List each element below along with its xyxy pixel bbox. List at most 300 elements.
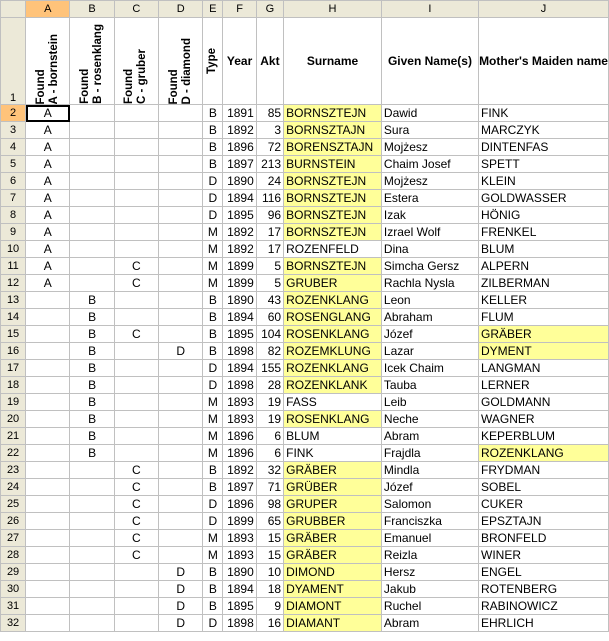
cell-found-b[interactable]: B: [70, 445, 114, 462]
cell-surname[interactable]: BURNSTEIN: [284, 156, 382, 173]
cell-header-mothers-maiden-name[interactable]: Mother's Maiden name: [479, 18, 609, 105]
cell-year[interactable]: 1897: [223, 479, 256, 496]
cell-akt[interactable]: 5: [256, 258, 283, 275]
cell-found-c[interactable]: [114, 122, 158, 139]
cell-type[interactable]: B: [203, 309, 223, 326]
cell-given-names[interactable]: Leib: [381, 394, 478, 411]
cell-found-d[interactable]: [159, 241, 203, 258]
cell-year[interactable]: 1895: [223, 598, 256, 615]
cell-year[interactable]: 1892: [223, 224, 256, 241]
cell-type[interactable]: B: [203, 462, 223, 479]
cell-year[interactable]: 1893: [223, 547, 256, 564]
cell-surname[interactable]: ROZENKLANG: [284, 360, 382, 377]
cell-type[interactable]: D: [203, 377, 223, 394]
cell-surname[interactable]: DIAMONT: [284, 598, 382, 615]
cell-found-a[interactable]: [26, 445, 70, 462]
cell-given-names[interactable]: Jakub: [381, 581, 478, 598]
cell-type[interactable]: D: [203, 173, 223, 190]
cell-type[interactable]: M: [203, 224, 223, 241]
cell-found-d[interactable]: [159, 326, 203, 343]
cell-found-a[interactable]: [26, 547, 70, 564]
cell-found-a[interactable]: A: [26, 258, 70, 275]
cell-mothers-maiden-name[interactable]: FRYDMAN: [479, 462, 609, 479]
cell-mothers-maiden-name[interactable]: LERNER: [479, 377, 609, 394]
cell-given-names[interactable]: Leon: [381, 292, 478, 309]
cell-akt[interactable]: 17: [256, 224, 283, 241]
cell-surname[interactable]: BLUM: [284, 428, 382, 445]
cell-found-a[interactable]: A: [26, 207, 70, 224]
cell-found-c[interactable]: [114, 564, 158, 581]
cell-found-c[interactable]: [114, 581, 158, 598]
cell-mothers-maiden-name[interactable]: GOLDMANN: [479, 394, 609, 411]
cell-found-a[interactable]: [26, 360, 70, 377]
cell-given-names[interactable]: Izak: [381, 207, 478, 224]
cell-type[interactable]: D: [203, 513, 223, 530]
cell-found-b[interactable]: [70, 598, 114, 615]
cell-found-d[interactable]: D: [159, 581, 203, 598]
row-header[interactable]: 13: [1, 292, 26, 309]
cell-mothers-maiden-name[interactable]: SPETT: [479, 156, 609, 173]
cell-year[interactable]: 1892: [223, 122, 256, 139]
cell-type[interactable]: B: [203, 292, 223, 309]
cell-given-names[interactable]: Lazar: [381, 343, 478, 360]
cell-found-d[interactable]: D: [159, 343, 203, 360]
cell-given-names[interactable]: Abram: [381, 615, 478, 632]
cell-type[interactable]: B: [203, 479, 223, 496]
cell-year[interactable]: 1893: [223, 411, 256, 428]
cell-given-names[interactable]: Ruchel: [381, 598, 478, 615]
cell-mothers-maiden-name[interactable]: FRENKEL: [479, 224, 609, 241]
cell-year[interactable]: 1894: [223, 309, 256, 326]
column-header-h[interactable]: H: [284, 1, 382, 18]
row-header[interactable]: 6: [1, 173, 26, 190]
cell-surname[interactable]: FINK: [284, 445, 382, 462]
cell-given-names[interactable]: Chaim Josef: [381, 156, 478, 173]
cell-mothers-maiden-name[interactable]: FLUM: [479, 309, 609, 326]
cell-given-names[interactable]: Sura: [381, 122, 478, 139]
cell-akt[interactable]: 104: [256, 326, 283, 343]
cell-given-names[interactable]: Emanuel: [381, 530, 478, 547]
cell-type[interactable]: D: [203, 360, 223, 377]
cell-found-c[interactable]: [114, 598, 158, 615]
cell-mothers-maiden-name[interactable]: BRONFELD: [479, 530, 609, 547]
column-header-e[interactable]: E: [203, 1, 223, 18]
cell-found-b[interactable]: [70, 547, 114, 564]
row-header[interactable]: 11: [1, 258, 26, 275]
cell-akt[interactable]: 43: [256, 292, 283, 309]
cell-surname[interactable]: GRUBER: [284, 275, 382, 292]
cell-found-c[interactable]: [114, 445, 158, 462]
cell-surname[interactable]: ROZEMKLUNG: [284, 343, 382, 360]
cell-year[interactable]: 1893: [223, 394, 256, 411]
cell-found-d[interactable]: [159, 496, 203, 513]
cell-akt[interactable]: 72: [256, 139, 283, 156]
cell-header-surname[interactable]: Surname: [284, 18, 382, 105]
row-header[interactable]: 26: [1, 513, 26, 530]
cell-mothers-maiden-name[interactable]: ALPERN: [479, 258, 609, 275]
cell-found-c[interactable]: [114, 292, 158, 309]
row-header[interactable]: 23: [1, 462, 26, 479]
column-header-j[interactable]: J: [479, 1, 609, 18]
row-header[interactable]: 24: [1, 479, 26, 496]
cell-mothers-maiden-name[interactable]: ENGEL: [479, 564, 609, 581]
cell-akt[interactable]: 16: [256, 615, 283, 632]
cell-surname[interactable]: ROZENFELD: [284, 241, 382, 258]
cell-found-d[interactable]: [159, 377, 203, 394]
cell-surname[interactable]: BORNSZTEJN: [284, 207, 382, 224]
cell-akt[interactable]: 98: [256, 496, 283, 513]
cell-akt[interactable]: 85: [256, 105, 283, 122]
cell-found-d[interactable]: [159, 156, 203, 173]
cell-found-a[interactable]: [26, 343, 70, 360]
row-header[interactable]: 4: [1, 139, 26, 156]
cell-found-b[interactable]: [70, 207, 114, 224]
cell-surname[interactable]: GRUPER: [284, 496, 382, 513]
row-header[interactable]: 30: [1, 581, 26, 598]
cell-found-c[interactable]: [114, 224, 158, 241]
cell-akt[interactable]: 15: [256, 547, 283, 564]
cell-type[interactable]: D: [203, 496, 223, 513]
cell-mothers-maiden-name[interactable]: EHRLICH: [479, 615, 609, 632]
cell-found-b[interactable]: [70, 224, 114, 241]
column-header-a[interactable]: A: [26, 1, 70, 18]
row-header[interactable]: 21: [1, 428, 26, 445]
cell-found-b[interactable]: [70, 530, 114, 547]
cell-found-a[interactable]: [26, 292, 70, 309]
cell-type[interactable]: M: [203, 445, 223, 462]
cell-header-year[interactable]: Year: [223, 18, 256, 105]
cell-header-akt[interactable]: Akt: [256, 18, 283, 105]
cell-found-a[interactable]: [26, 326, 70, 343]
cell-found-d[interactable]: [159, 207, 203, 224]
cell-given-names[interactable]: Neche: [381, 411, 478, 428]
cell-found-c[interactable]: [114, 156, 158, 173]
cell-mothers-maiden-name[interactable]: SOBEL: [479, 479, 609, 496]
cell-found-b[interactable]: [70, 513, 114, 530]
cell-given-names[interactable]: Abraham: [381, 309, 478, 326]
cell-akt[interactable]: 15: [256, 530, 283, 547]
cell-given-names[interactable]: Mojżesz: [381, 139, 478, 156]
cell-found-b[interactable]: [70, 496, 114, 513]
cell-mothers-maiden-name[interactable]: CUKER: [479, 496, 609, 513]
cell-found-b[interactable]: [70, 173, 114, 190]
cell-found-c[interactable]: [114, 377, 158, 394]
cell-year[interactable]: 1899: [223, 258, 256, 275]
cell-header-found-c[interactable]: Found C - gruber: [114, 18, 158, 105]
cell-year[interactable]: 1891: [223, 105, 256, 122]
cell-type[interactable]: B: [203, 598, 223, 615]
cell-surname[interactable]: GRÜBER: [284, 479, 382, 496]
cell-found-c[interactable]: C: [114, 479, 158, 496]
cell-surname[interactable]: GRÄBER: [284, 530, 382, 547]
cell-type[interactable]: M: [203, 428, 223, 445]
row-header[interactable]: 17: [1, 360, 26, 377]
cell-found-b[interactable]: B: [70, 428, 114, 445]
row-header[interactable]: 7: [1, 190, 26, 207]
row-header[interactable]: 2: [1, 105, 26, 122]
cell-mothers-maiden-name[interactable]: DYMENT: [479, 343, 609, 360]
cell-header-found-b[interactable]: Found B - rosenklang: [70, 18, 114, 105]
cell-surname[interactable]: ROZENKLANK: [284, 377, 382, 394]
cell-found-d[interactable]: [159, 394, 203, 411]
cell-mothers-maiden-name[interactable]: GOLDWASSER: [479, 190, 609, 207]
cell-mothers-maiden-name[interactable]: HÖNIG: [479, 207, 609, 224]
cell-akt[interactable]: 82: [256, 343, 283, 360]
row-header[interactable]: 18: [1, 377, 26, 394]
cell-surname[interactable]: BORNSZTEJN: [284, 258, 382, 275]
cell-given-names[interactable]: Icek Chaim: [381, 360, 478, 377]
cell-found-c[interactable]: [114, 360, 158, 377]
cell-found-a[interactable]: A: [26, 241, 70, 258]
cell-mothers-maiden-name[interactable]: KEPERBLUM: [479, 428, 609, 445]
cell-found-a[interactable]: A: [26, 190, 70, 207]
row-header[interactable]: 3: [1, 122, 26, 139]
cell-year[interactable]: 1890: [223, 292, 256, 309]
cell-year[interactable]: 1895: [223, 207, 256, 224]
cell-found-d[interactable]: [159, 258, 203, 275]
cell-found-c[interactable]: C: [114, 275, 158, 292]
cell-year[interactable]: 1898: [223, 343, 256, 360]
cell-found-c[interactable]: [114, 411, 158, 428]
cell-found-a[interactable]: A: [26, 173, 70, 190]
cell-akt[interactable]: 6: [256, 428, 283, 445]
cell-found-d[interactable]: [159, 530, 203, 547]
cell-found-b[interactable]: [70, 615, 114, 632]
cell-given-names[interactable]: Simcha Gersz: [381, 258, 478, 275]
cell-found-d[interactable]: [159, 309, 203, 326]
cell-found-a[interactable]: A: [26, 122, 70, 139]
cell-surname[interactable]: BORNSZTEJN: [284, 190, 382, 207]
cell-found-d[interactable]: [159, 275, 203, 292]
cell-found-d[interactable]: [159, 428, 203, 445]
cell-found-a[interactable]: [26, 513, 70, 530]
cell-found-b[interactable]: [70, 564, 114, 581]
cell-mothers-maiden-name[interactable]: ROTENBERG: [479, 581, 609, 598]
cell-year[interactable]: 1894: [223, 581, 256, 598]
row-header[interactable]: 25: [1, 496, 26, 513]
cell-akt[interactable]: 9: [256, 598, 283, 615]
cell-year[interactable]: 1896: [223, 139, 256, 156]
cell-found-c[interactable]: [114, 241, 158, 258]
cell-given-names[interactable]: Tauba: [381, 377, 478, 394]
cell-akt[interactable]: 10: [256, 564, 283, 581]
cell-found-d[interactable]: D: [159, 564, 203, 581]
cell-year[interactable]: 1892: [223, 462, 256, 479]
cell-mothers-maiden-name[interactable]: DINTENFAS: [479, 139, 609, 156]
cell-year[interactable]: 1893: [223, 530, 256, 547]
cell-found-b[interactable]: [70, 241, 114, 258]
cell-mothers-maiden-name[interactable]: MARCZYK: [479, 122, 609, 139]
cell-found-c[interactable]: C: [114, 513, 158, 530]
cell-year[interactable]: 1899: [223, 275, 256, 292]
row-header[interactable]: 20: [1, 411, 26, 428]
cell-akt[interactable]: 65: [256, 513, 283, 530]
column-header-i[interactable]: I: [381, 1, 478, 18]
cell-found-d[interactable]: [159, 292, 203, 309]
cell-found-d[interactable]: [159, 462, 203, 479]
cell-year[interactable]: 1898: [223, 615, 256, 632]
cell-given-names[interactable]: Reizla: [381, 547, 478, 564]
cell-found-b[interactable]: [70, 156, 114, 173]
cell-type[interactable]: D: [203, 190, 223, 207]
cell-found-b[interactable]: [70, 258, 114, 275]
cell-type[interactable]: D: [203, 207, 223, 224]
cell-found-c[interactable]: [114, 309, 158, 326]
cell-akt[interactable]: 71: [256, 479, 283, 496]
row-header[interactable]: 14: [1, 309, 26, 326]
row-header[interactable]: 32: [1, 615, 26, 632]
cell-found-c[interactable]: [114, 343, 158, 360]
cell-surname[interactable]: DIMOND: [284, 564, 382, 581]
cell-found-b[interactable]: [70, 105, 114, 122]
cell-year[interactable]: 1896: [223, 445, 256, 462]
row-header[interactable]: 27: [1, 530, 26, 547]
row-header[interactable]: 15: [1, 326, 26, 343]
cell-found-a[interactable]: A: [26, 156, 70, 173]
cell-mothers-maiden-name[interactable]: EPSZTAJN: [479, 513, 609, 530]
cell-found-a[interactable]: [26, 530, 70, 547]
cell-found-a[interactable]: [26, 581, 70, 598]
cell-akt[interactable]: 6: [256, 445, 283, 462]
cell-header-found-d[interactable]: Found D - diamond: [159, 18, 203, 105]
row-header[interactable]: 16: [1, 343, 26, 360]
cell-mothers-maiden-name[interactable]: FINK: [479, 105, 609, 122]
cell-found-c[interactable]: C: [114, 258, 158, 275]
row-header[interactable]: 22: [1, 445, 26, 462]
cell-surname[interactable]: ROSENGLANG: [284, 309, 382, 326]
cell-year[interactable]: 1890: [223, 173, 256, 190]
cell-type[interactable]: M: [203, 530, 223, 547]
cell-found-b[interactable]: B: [70, 360, 114, 377]
cell-found-b[interactable]: B: [70, 326, 114, 343]
cell-akt[interactable]: 17: [256, 241, 283, 258]
cell-year[interactable]: 1892: [223, 241, 256, 258]
cell-akt[interactable]: 18: [256, 581, 283, 598]
cell-given-names[interactable]: Dawid: [381, 105, 478, 122]
cell-year[interactable]: 1896: [223, 428, 256, 445]
cell-found-c[interactable]: [114, 615, 158, 632]
cell-found-a[interactable]: [26, 564, 70, 581]
cell-type[interactable]: M: [203, 547, 223, 564]
cell-found-d[interactable]: [159, 139, 203, 156]
cell-akt[interactable]: 28: [256, 377, 283, 394]
cell-surname[interactable]: DIAMANT: [284, 615, 382, 632]
cell-year[interactable]: 1890: [223, 564, 256, 581]
cell-header-given-names[interactable]: Given Name(s): [381, 18, 478, 105]
cell-given-names[interactable]: Dina: [381, 241, 478, 258]
cell-found-b[interactable]: [70, 190, 114, 207]
cell-found-c[interactable]: C: [114, 462, 158, 479]
cell-found-c[interactable]: [114, 105, 158, 122]
cell-akt[interactable]: 19: [256, 394, 283, 411]
cell-type[interactable]: B: [203, 343, 223, 360]
column-header-b[interactable]: B: [70, 1, 114, 18]
cell-type[interactable]: B: [203, 326, 223, 343]
cell-found-c[interactable]: C: [114, 326, 158, 343]
cell-given-names[interactable]: Izrael Wolf: [381, 224, 478, 241]
cell-found-a[interactable]: [26, 598, 70, 615]
cell-surname[interactable]: GRÄBER: [284, 547, 382, 564]
cell-surname[interactable]: BORNSZTEJN: [284, 105, 382, 122]
cell-header-type[interactable]: Type: [203, 18, 223, 105]
cell-found-a[interactable]: A: [26, 275, 70, 292]
cell-akt[interactable]: 5: [256, 275, 283, 292]
cell-mothers-maiden-name[interactable]: KELLER: [479, 292, 609, 309]
column-header-g[interactable]: G: [256, 1, 283, 18]
cell-given-names[interactable]: Józef: [381, 326, 478, 343]
column-header-f[interactable]: F: [223, 1, 256, 18]
cell-found-b[interactable]: [70, 122, 114, 139]
cell-akt[interactable]: 155: [256, 360, 283, 377]
cell-mothers-maiden-name[interactable]: BLUM: [479, 241, 609, 258]
cell-found-a[interactable]: [26, 615, 70, 632]
cell-found-d[interactable]: [159, 479, 203, 496]
cell-mothers-maiden-name[interactable]: RABINOWICZ: [479, 598, 609, 615]
cell-type[interactable]: B: [203, 581, 223, 598]
cell-akt[interactable]: 19: [256, 411, 283, 428]
row-header[interactable]: 10: [1, 241, 26, 258]
cell-type[interactable]: B: [203, 122, 223, 139]
cell-given-names[interactable]: Estera: [381, 190, 478, 207]
cell-mothers-maiden-name[interactable]: ZILBERMAN: [479, 275, 609, 292]
cell-surname[interactable]: BORNSZTAJN: [284, 122, 382, 139]
cell-found-d[interactable]: [159, 445, 203, 462]
cell-found-c[interactable]: C: [114, 547, 158, 564]
cell-type[interactable]: D: [203, 615, 223, 632]
cell-akt[interactable]: 116: [256, 190, 283, 207]
cell-found-d[interactable]: [159, 190, 203, 207]
cell-surname[interactable]: BORNSZTEJN: [284, 224, 382, 241]
cell-found-b[interactable]: B: [70, 292, 114, 309]
cell-found-d[interactable]: [159, 122, 203, 139]
cell-type[interactable]: M: [203, 411, 223, 428]
cell-type[interactable]: M: [203, 258, 223, 275]
cell-found-b[interactable]: [70, 139, 114, 156]
cell-mothers-maiden-name[interactable]: WINER: [479, 547, 609, 564]
cell-found-b[interactable]: [70, 462, 114, 479]
cell-found-c[interactable]: C: [114, 530, 158, 547]
cell-akt[interactable]: 213: [256, 156, 283, 173]
cell-surname[interactable]: ROSENKLANG: [284, 411, 382, 428]
cell-mothers-maiden-name[interactable]: KLEIN: [479, 173, 609, 190]
cell-surname[interactable]: BORNSZTEJN: [284, 173, 382, 190]
cell-akt[interactable]: 96: [256, 207, 283, 224]
cell-found-a[interactable]: [26, 377, 70, 394]
row-header[interactable]: 29: [1, 564, 26, 581]
cell-akt[interactable]: 24: [256, 173, 283, 190]
cell-found-d[interactable]: D: [159, 598, 203, 615]
cell-found-a[interactable]: A: [26, 139, 70, 156]
cell-found-b[interactable]: B: [70, 377, 114, 394]
cell-found-d[interactable]: [159, 411, 203, 428]
cell-mothers-maiden-name[interactable]: LANGMAN: [479, 360, 609, 377]
cell-given-names[interactable]: Józef: [381, 479, 478, 496]
cell-found-a[interactable]: [26, 496, 70, 513]
cell-found-a[interactable]: [26, 309, 70, 326]
cell-found-a[interactable]: [26, 479, 70, 496]
cell-type[interactable]: M: [203, 275, 223, 292]
row-header[interactable]: 28: [1, 547, 26, 564]
cell-type[interactable]: B: [203, 156, 223, 173]
cell-year[interactable]: 1894: [223, 360, 256, 377]
select-all-corner[interactable]: [1, 1, 26, 18]
cell-akt[interactable]: 32: [256, 462, 283, 479]
cell-found-c[interactable]: [114, 394, 158, 411]
cell-found-d[interactable]: [159, 547, 203, 564]
cell-akt[interactable]: 60: [256, 309, 283, 326]
cell-mothers-maiden-name[interactable]: GRÄBER: [479, 326, 609, 343]
cell-header-found-a[interactable]: Found A - bornstein: [26, 18, 70, 105]
